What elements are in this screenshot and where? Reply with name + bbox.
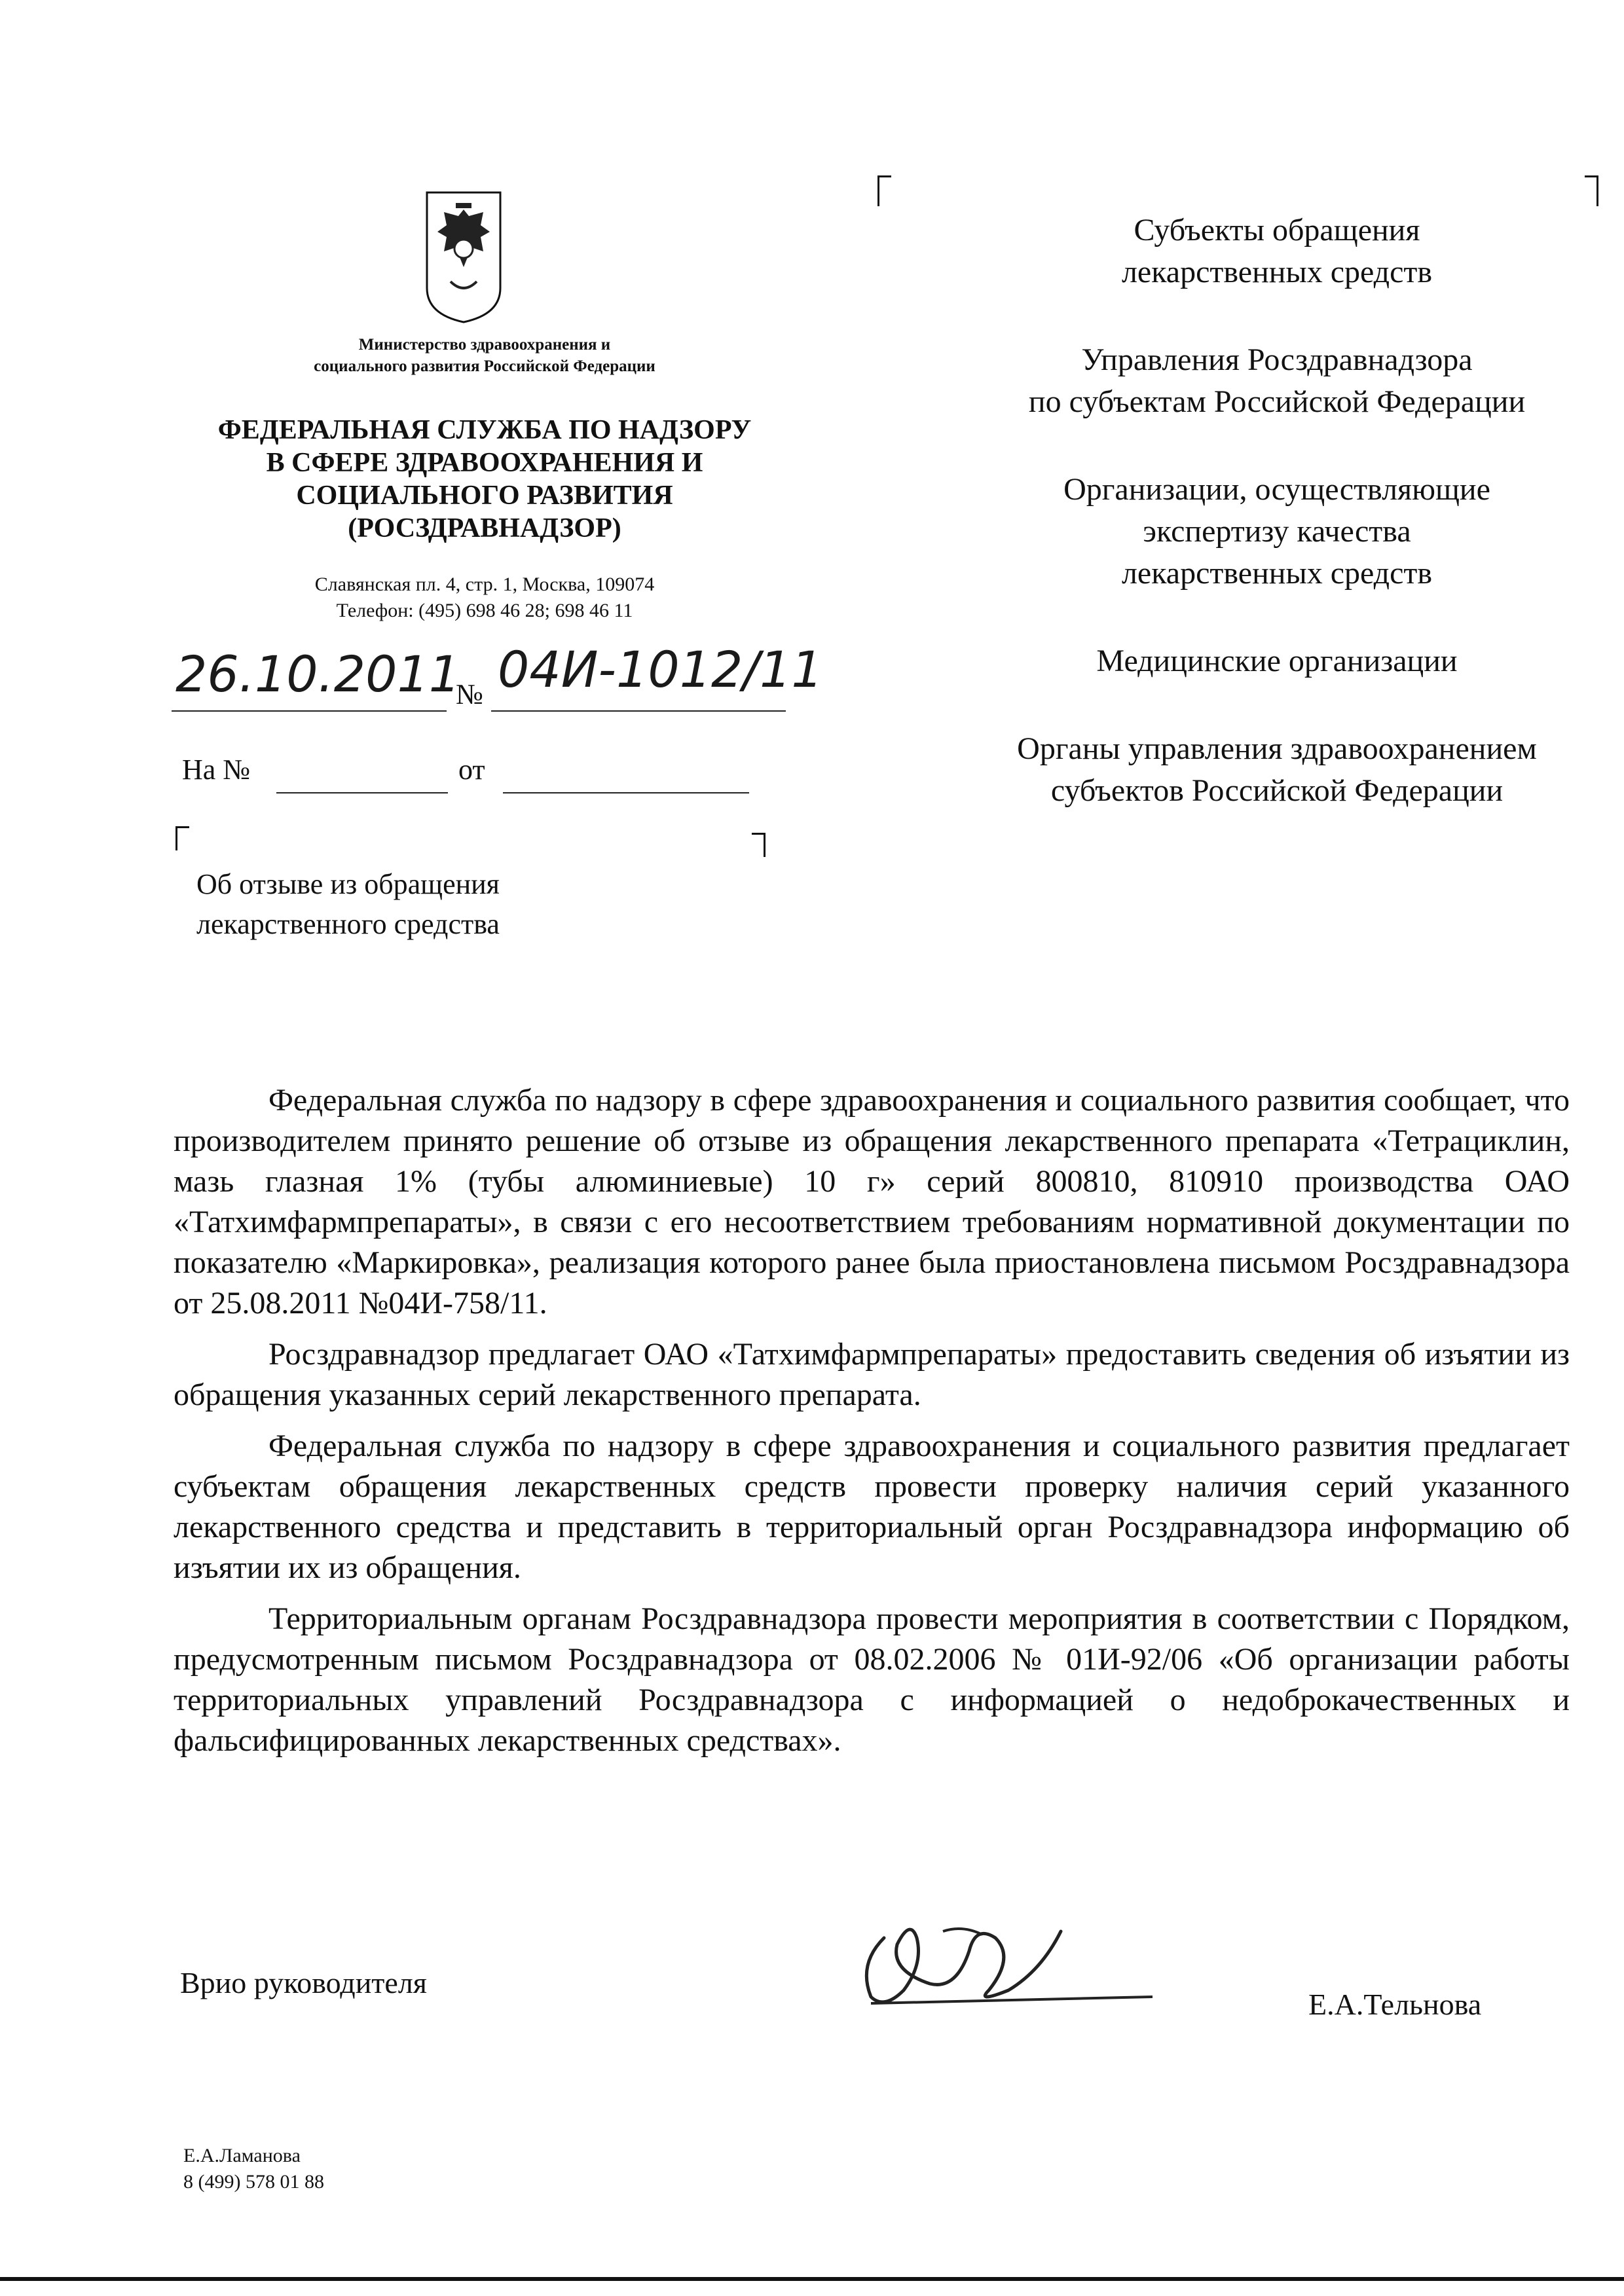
subject-bracket-left: [175, 826, 189, 850]
number-sign: №: [456, 678, 483, 710]
reference-number-label: На №: [182, 754, 251, 786]
address-bracket-right: [1585, 175, 1598, 206]
coat-of-arms-icon: [424, 190, 503, 324]
recipient-line: Субъекты обращения: [1134, 213, 1420, 247]
agency-name: [157, 414, 812, 545]
number-underline: [491, 710, 786, 712]
ministry-line: социального развития Российской Федерации: [314, 357, 655, 375]
agency-line: ФЕДЕРАЛЬНАЯ СЛУЖБА ПО НАДЗОРУ: [217, 415, 752, 445]
agency-line: (РОСЗДРАВНАДЗОР): [348, 513, 621, 543]
recipient-item: [936, 469, 1617, 594]
signer-name: Е.А.Тельнова: [1308, 1988, 1482, 2021]
body-paragraph: Территориальным органам Росздравнадзора провести мероприятия в соответствии с Порядком, предусмотренным письмом Росздравнадзора от 08.02.2006 № 01И-92/06 «Об организации работы территориальных управлений Росздравнадзора с информацией о недоброкачественных и фальсифицированных лекарственных средствах».: [174, 1601, 1570, 1758]
recipient-line: Медицинские организации: [1096, 644, 1458, 678]
subject-line: Об отзыве из обращения: [196, 868, 500, 900]
subject-bracket-right: [752, 833, 766, 857]
recipient-line: Органы управления здравоохранением: [1017, 731, 1537, 766]
recipient-line: лекарственных средств: [1121, 556, 1433, 591]
recipient-line: субъектов Российской Федерации: [1050, 773, 1504, 808]
recipient-line: Организации, осуществляющие: [1063, 472, 1490, 507]
phone-line: Телефон: (495) 698 46 28; 698 46 11: [336, 600, 633, 621]
reference-from-label: от: [458, 754, 485, 786]
reference-date-line: [503, 792, 749, 793]
ministry-line: Министерство здравоохранения и: [358, 336, 611, 354]
document-subject: [196, 864, 500, 944]
document-date: 26.10.2011: [175, 645, 461, 703]
recipient-line: по субъектам Российской Федерации: [1028, 384, 1526, 419]
agency-address: [190, 572, 779, 624]
address-bracket-left: [877, 175, 891, 206]
executor-name: Е.А.Ламанова: [183, 2145, 301, 2166]
letter-body: [174, 1080, 1570, 1772]
document-number: 04И-1012/11: [498, 640, 823, 699]
recipient-item: [936, 210, 1617, 293]
body-paragraph: Федеральная служба по надзору в сфере здравоохранения и социального развития сообщает, что производителем принято решение об отзыве из обращения лекарственного препарата «Тетрациклин, мазь глазная 1% (тубы алюминиевые) 10 г» серий 800810, 810910 производства ОАО «Татхимфармпрепараты», в связи с его несоответствием требованиям нормативной документации по показателю «Маркировка», реализация которого ранее была приостановлена письмом Росздравнадзора от 25.08.2011 №04И-758/11.: [174, 1083, 1570, 1321]
recipient-item: [936, 339, 1617, 423]
date-underline: [172, 710, 447, 712]
executor-info: [183, 2143, 324, 2195]
address-line: Славянская пл. 4, стр. 1, Москва, 109074: [314, 574, 655, 595]
agency-line: В СФЕРЕ ЗДРАВООХРАНЕНИЯ И: [266, 448, 703, 478]
body-paragraph: Росздравнадзор предлагает ОАО «Татхимфармпрепараты» предоставить сведения об изъятии из обращения указанных серий лекарственного препарата.: [174, 1337, 1570, 1412]
executor-phone: 8 (499) 578 01 88: [183, 2171, 324, 2193]
recipient-line: лекарственных средств: [1121, 255, 1433, 289]
handwritten-signature-icon: [845, 1912, 1166, 2020]
signer-position: Врио руководителя: [180, 1966, 427, 1999]
agency-line: СОЦИАЛЬНОГО РАЗВИТИЯ: [296, 481, 673, 511]
bottom-rule: [0, 2277, 1624, 2281]
body-paragraph: Федеральная служба по надзору в сфере здравоохранения и социального развития предлагает субъектам обращения лекарственных средств провести проверку наличия серий указанного лекарственного средства и представить в территориальный орган Росздравнадзора информацию об изъятии их из обращения.: [174, 1429, 1570, 1585]
recipients-block: [936, 210, 1617, 858]
recipient-item: [936, 728, 1617, 812]
reference-number-line: [276, 792, 448, 793]
recipient-line: Управления Росздравнадзора: [1081, 342, 1473, 377]
ministry-name: [223, 334, 747, 377]
recipient-item: [936, 640, 1617, 682]
recipient-line: экспертизу качества: [1143, 514, 1411, 549]
subject-line: лекарственного средства: [196, 908, 500, 940]
